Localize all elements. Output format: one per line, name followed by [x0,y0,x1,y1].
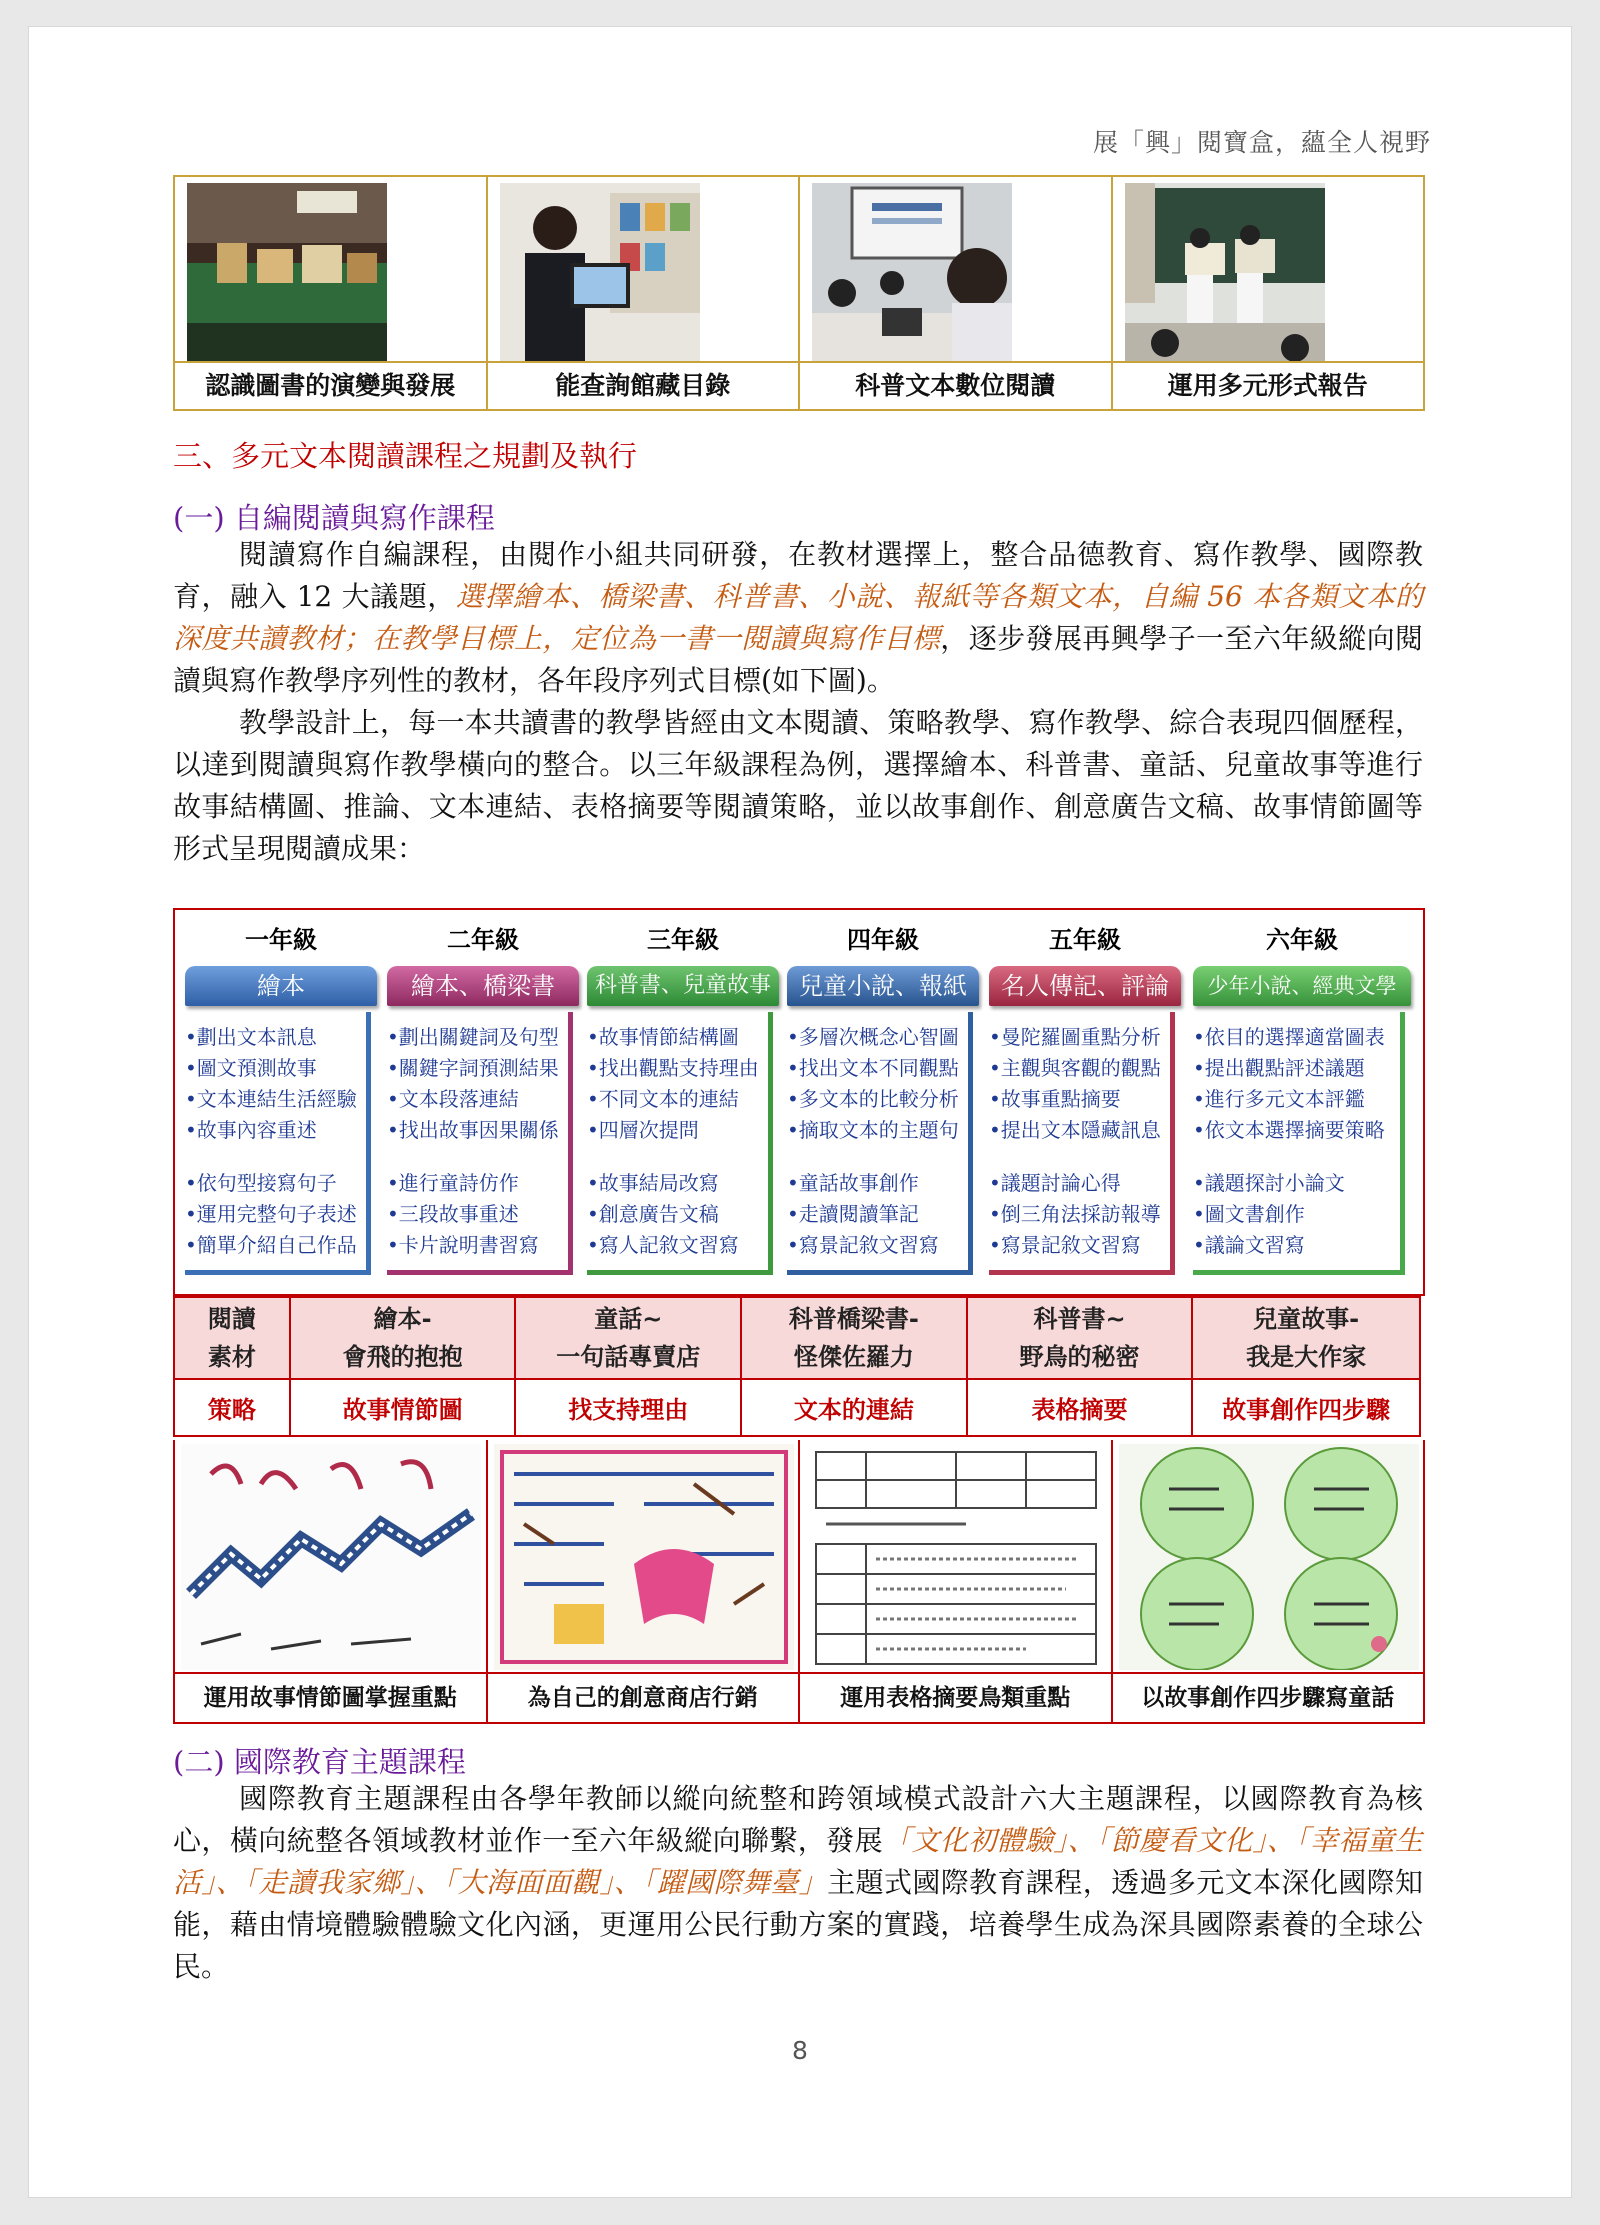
student-works-strip [173,1440,1425,1724]
grade-title: 二年級 [447,926,519,954]
photo-cell [175,177,488,409]
work-cell [488,1440,801,1722]
grade-text-type-badge: 少年小說、經典文學 [1193,966,1411,1006]
photo-caption: 能查詢館藏目錄 [488,361,799,409]
grade-title: 一年級 [245,926,317,954]
strategy-cell: 文本的連結 [741,1379,967,1436]
grade-column [385,920,581,1280]
goal-item: • 文本連結生活經驗 [185,1084,366,1115]
writing-goals [185,1168,366,1261]
goal-item: • 圖文預測故事 [185,1053,366,1084]
goal-item: • 簡單介紹自己作品 [185,1230,366,1261]
section-heading: 三、多元文本閱讀課程之規劃及執行 [173,439,638,473]
goal-item: • 故事結局改寫 [587,1168,768,1199]
photo-cell [1113,177,1424,409]
goal-item: • 圖文書創作 [1193,1199,1400,1230]
writing-goals [387,1168,568,1261]
grade-text-type-badge: 名人傳記、評論 [989,966,1181,1006]
story-creation-steps-image [1119,1444,1419,1670]
goal-item: • 寫景記敘文習寫 [787,1230,968,1261]
library-books-photo [187,183,387,361]
goal-item: • 議題探討小論文 [1193,1168,1400,1199]
writing-goals [1193,1168,1400,1261]
goal-item: • 寫人記敘文習寫 [587,1230,768,1261]
work-cell [175,1440,488,1722]
photo-caption: 運用多元形式報告 [1113,361,1424,409]
material-cell: 兒童故事- 我是大作家 [1192,1297,1420,1379]
strategy-cell: 找支持理由 [515,1379,741,1436]
reading-strategy-table [173,1296,1421,1437]
goal-item: • 故事情節結構圖 [587,1022,768,1053]
grade-goals-box [387,1012,573,1275]
digital-reading-photo [812,183,1012,361]
story-plot-map-image [181,1444,481,1670]
grade-goals-box [587,1012,773,1275]
photo-caption: 科普文本數位閱讀 [800,361,1111,409]
grade-column [785,920,981,1280]
grade-goals-box [989,1012,1175,1275]
photo-caption: 認識圖書的演變與發展 [175,361,486,409]
goal-item: • 進行多元文本評鑑 [1193,1084,1400,1115]
grade-goals-box [787,1012,973,1275]
goal-item: • 故事重點摘要 [989,1084,1170,1115]
goal-item: • 進行童詩仿作 [387,1168,568,1199]
goal-item: • 童話故事創作 [787,1168,968,1199]
work-caption: 以故事創作四步驟寫童話 [1113,1672,1424,1722]
paragraph-text: 主題式國際教育課程，透過多元文本深化國際知能，藉由情境體驗體驗文化內涵，更運用公民行動方案的實踐，培養學生成為深具國際素養的全球公民。 [173,1866,1423,1983]
photo-strip [173,175,1425,411]
paragraph-design: 教學設計上，每一本共讀書的教學皆經由文本閱讀、策略教學、寫作教學、綜合表現四個歷程，以達到閱讀與寫作教學橫向的整合。以三年級課程為例，選擇繪本、科普書、童話、兒童故事等進行故事結構圖、推論、文本連結、表格摘要等閱讀策略，並以故事創作、創意廣告文稿、故事情節圖等形式呈現閱讀成果： [173,706,1423,865]
goal-item: • 多文本的比較分析 [787,1084,968,1115]
goal-item: • 故事內容重述 [185,1115,366,1146]
paragraph-text: ，逐步發展再興學子一至六年級縱向閱讀與寫作教學序列性的教材，各年段序列式目標(如下圖)。 [173,622,1423,697]
grade-title: 六年級 [1266,926,1338,954]
material-cell: 繪本- 會飛的抱抱 [290,1297,516,1379]
reading-goals [989,1022,1170,1146]
work-caption: 運用故事情節圖掌握重點 [175,1672,486,1722]
goal-item: • 提出觀點評述議題 [1193,1053,1400,1084]
work-caption: 運用表格摘要鳥類重點 [800,1672,1111,1722]
grade-column [1191,920,1413,1280]
grade-text-type-badge: 繪本、橋梁書 [387,966,579,1006]
goal-item: • 曼陀羅圖重點分析 [989,1022,1170,1053]
grade-column [585,920,781,1280]
goal-item: • 關鍵字詞預測結果 [387,1053,568,1084]
creative-shop-ad-image [494,1444,794,1670]
grade-text-type-badge: 科普書、兒童故事 [587,966,779,1006]
writing-goals [989,1168,1170,1261]
goal-item: • 劃出關鍵詞及句型 [387,1022,568,1053]
grade-title: 四年級 [847,926,919,954]
strategy-cell: 表格摘要 [967,1379,1193,1436]
student-report-photo [1125,183,1325,361]
goal-item: • 三段故事重述 [387,1199,568,1230]
goal-item: • 文本段落連結 [387,1084,568,1115]
writing-goals [787,1168,968,1261]
goal-item: • 劃出文本訊息 [185,1022,366,1053]
goal-item: • 運用完整句子表述 [185,1199,366,1230]
reading-goals [387,1022,568,1146]
page-number: 8 [792,2036,808,2065]
row-header: 策略 [174,1379,290,1436]
emphasis-text: 選擇繪本、橋梁書、科普書、小說、報紙等各類文本，自編 56 本各類文本的深度共讀教材；在教學目標上，定位為一書一閱讀與寫作目標 [173,580,1423,655]
grade-goals-box [1193,1012,1405,1275]
grade-text-type-badge: 繪本 [185,966,377,1006]
reading-goals [185,1022,366,1146]
photo-cell [800,177,1113,409]
subsection-heading: (二) 國際教育主題課程 [173,1745,466,1779]
reading-goals [587,1022,768,1146]
goal-item: • 創意廣告文稿 [587,1199,768,1230]
paragraph-intro [173,534,1423,870]
strategy-cell: 故事創作四步驟 [1192,1379,1420,1436]
goal-item: • 倒三角法採訪報導 [989,1199,1170,1230]
material-cell: 童話~ 一句話專賣店 [515,1297,741,1379]
goal-item: • 寫景記敘文習寫 [989,1230,1170,1261]
paragraph-intl-education [173,1778,1423,1988]
material-cell: 科普書~ 野鳥的秘密 [967,1297,1193,1379]
goal-item: • 議題討論心得 [989,1168,1170,1199]
writing-goals [587,1168,768,1261]
goal-item: • 依目的選擇適當圖表 [1193,1022,1400,1053]
grade-sequence-chart [173,908,1425,1296]
goal-item: • 主觀與客觀的觀點 [989,1053,1170,1084]
material-cell: 科普橋梁書- 怪傑佐羅力 [741,1297,967,1379]
emphasis-text: 「文化初體驗」、「節慶看文化」、「幸福童生活」、「走讀我家鄉」、「大海面面觀」、「躍國際舞臺」 [173,1824,1423,1899]
running-header: 展「興」閱寶盒，蘊全人視野 [1092,128,1431,157]
subsection-heading: (一) 自編閱讀與寫作課程 [173,501,495,535]
strategy-cell: 故事情節圖 [290,1379,516,1436]
teacher-tablet-photo [500,183,700,361]
goal-item: • 提出文本隱藏訊息 [989,1115,1170,1146]
grade-column [183,920,379,1280]
goal-item: • 找出觀點支持理由 [587,1053,768,1084]
work-cell [1113,1440,1424,1722]
goal-item: • 依文本選擇摘要策略 [1193,1115,1400,1146]
grade-column [987,920,1183,1280]
photo-cell [488,177,801,409]
goal-item: • 四層次提問 [587,1115,768,1146]
goal-item: • 依句型接寫句子 [185,1168,366,1199]
grade-title: 五年級 [1049,926,1121,954]
reading-goals [787,1022,968,1146]
grade-title: 三年級 [647,926,719,954]
paragraph-text: 閱讀寫作自編課程，由閱作小組共同研發，在教材選擇上，整合品德教育、寫作教學、國際教育，融入 12 大議題， [173,538,1423,613]
goal-item: • 找出文本不同觀點 [787,1053,968,1084]
goal-item: • 摘取文本的主題句 [787,1115,968,1146]
work-caption: 為自己的創意商店行銷 [488,1672,799,1722]
grade-text-type-badge: 兒童小說、報紙 [787,966,979,1006]
reading-goals [1193,1022,1400,1146]
grade-goals-box [185,1012,371,1275]
goal-item: • 找出故事因果關係 [387,1115,568,1146]
work-cell [800,1440,1113,1722]
goal-item: • 多層次概念心智圖 [787,1022,968,1053]
row-header: 閱讀 素材 [174,1297,290,1379]
goal-item: • 走讀閱讀筆記 [787,1199,968,1230]
bird-summary-table-image [806,1444,1106,1670]
goal-item: • 不同文本的連結 [587,1084,768,1115]
goal-item: • 議論文習寫 [1193,1230,1400,1261]
paragraph-text: 國際教育主題課程由各學年教師以縱向統整和跨領域模式設計六大主題課程，以國際教育為核心，橫向統整各領域教材並作一至六年級縱向聯繫，發展 [173,1782,1423,1857]
goal-item: • 卡片說明書習寫 [387,1230,568,1261]
